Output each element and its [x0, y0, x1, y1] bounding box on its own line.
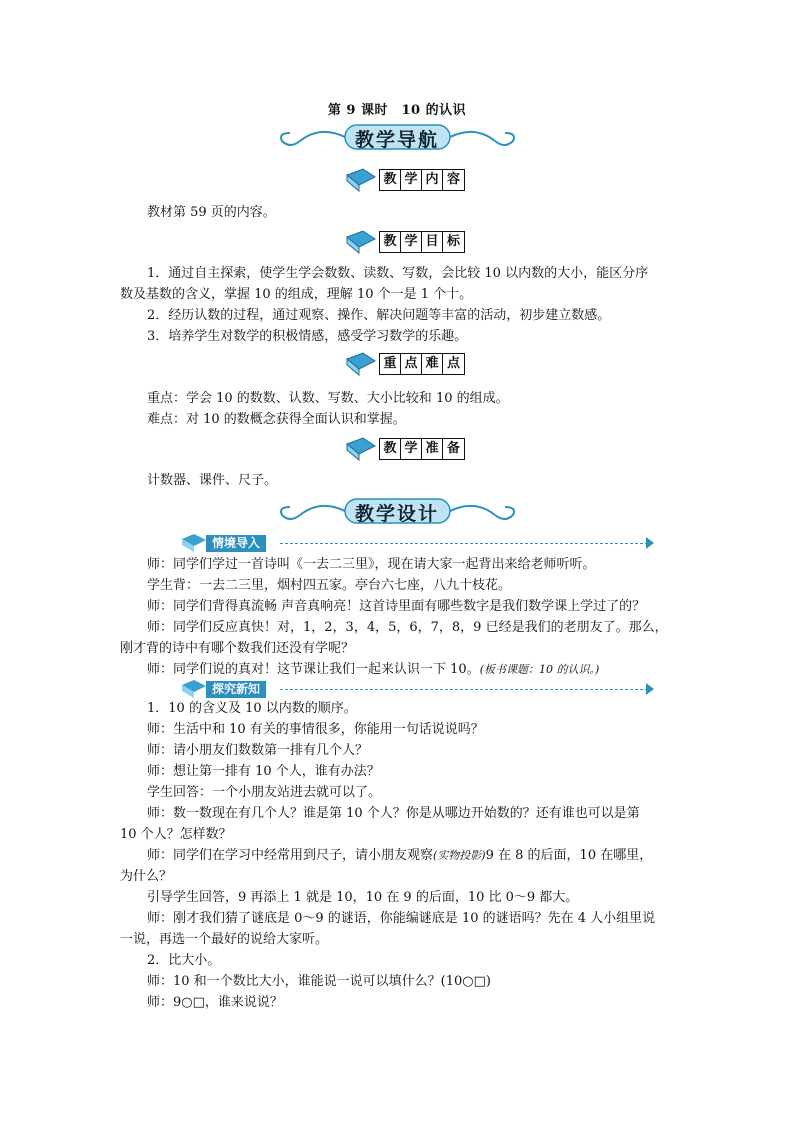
- section-box-goals: [379, 231, 465, 253]
- explore-line-6: 师：数一数现在有几个人？谁是第 10 个人？你是从哪边开始数的？还有谁也可以是第: [147, 806, 640, 821]
- prep-text: 计数器、课件、尺子。: [147, 473, 278, 488]
- book-icon: [180, 533, 208, 553]
- section-head-goals: [345, 229, 475, 255]
- section-char: 备: [446, 441, 460, 456]
- section-char: 教: [380, 232, 401, 252]
- section-head-content: [345, 167, 475, 193]
- section-char: 准: [422, 439, 443, 459]
- explore-line-8-a: 师：同学们在学习中经常用到尺子，请小朋友观察: [147, 848, 434, 863]
- key-point: 重点：学会 10 的数数、认数、写数、大小比较和 10 的组成。: [147, 391, 509, 406]
- goal-1b: 数及基数的含义，掌握 10 的组成，理解 10 个一是 1 个十。: [120, 287, 473, 302]
- goal-3: 3．培养学生对数学的积极情感，感受学习数学的乐趣。: [147, 329, 468, 344]
- intro-line-6: [147, 660, 599, 680]
- section-char: 标: [446, 234, 460, 249]
- arrow-right-icon: [646, 683, 654, 695]
- explore-line-8-note: (实物投影): [433, 849, 486, 862]
- goal-2: 2．经历认数的过程，通过观察、操作、解决问题等丰富的活动，初步建立数感。: [147, 308, 611, 323]
- explore-line-12: 一说，再选一个最好的说给大家听。: [120, 932, 329, 947]
- content-text: 教材第 59 页的内容。: [147, 205, 276, 220]
- explore-line-8: [147, 846, 652, 866]
- book-icon: [180, 679, 208, 699]
- banner-guide-text: 教学导航: [354, 129, 439, 151]
- intro-line-2: 学生背：一去二三里，烟村四五家。亭台六七座，八九十枝花。: [147, 578, 512, 593]
- section-head-prep: [345, 436, 475, 462]
- section-box-prep: [379, 438, 465, 460]
- explore-line-4: 师：想让第一排有 10 个人，谁有办法？: [147, 764, 380, 779]
- explore-line-7: 10 个人？怎样数？: [120, 827, 232, 842]
- tag-intro-label: 情境导入: [206, 535, 266, 552]
- explore-line-13: 2．比大小。: [147, 953, 221, 968]
- section-char: 学: [401, 232, 422, 252]
- intro-line-3: 师：同学们背得真流畅 声音真响亮！这首诗里面有哪些数字是我们数学课上学过了的？: [147, 599, 646, 614]
- section-char: 目: [422, 232, 443, 252]
- difficult-point: 难点：对 10 的数概念获得全面认识和掌握。: [147, 412, 406, 427]
- section-char: 学: [401, 170, 422, 190]
- tag-dashed-line: [280, 689, 648, 690]
- arrow-right-icon: [646, 537, 654, 549]
- explore-line-2: 师：生活中和 10 有关的事情很多，你能用一句话说说吗？: [147, 722, 484, 737]
- explore-line-11: 师：刚才我们猜了谜底是 0～9 的谜语，你能编谜底是 10 的谜语吗？先在 4 人小组里说: [147, 911, 656, 926]
- explore-line-14: 师：10 和一个数比大小，谁能说一说可以填什么？(10○□): [147, 974, 491, 989]
- book-icon: [345, 351, 377, 377]
- tag-dashed-line: [280, 543, 648, 544]
- section-char: 点: [446, 356, 460, 371]
- section-char: 点: [401, 354, 422, 374]
- lesson-title: 第 9 课时 10 的认识: [327, 103, 467, 118]
- book-icon: [345, 229, 377, 255]
- book-icon: [345, 436, 377, 462]
- explore-line-15: 师：9○□，谁来说说？: [147, 995, 283, 1010]
- section-char: 重: [380, 354, 401, 374]
- explore-line-8-b: 9 在 8 的后面，10 在哪里，: [485, 848, 653, 863]
- section-char: 教: [380, 439, 401, 459]
- section-char: 难: [422, 354, 443, 374]
- intro-line-6-note: (板书课题：10 的认识。): [479, 663, 600, 676]
- intro-line-5: 刚才背的诗中有哪个数我们还没有学呢？: [120, 641, 355, 656]
- explore-line-10: 引导学生回答，9 再添上 1 就是 10，10 在 9 的后面，10 比 0～9 都大。: [147, 890, 579, 905]
- section-char: 容: [446, 172, 460, 187]
- intro-line-1: 师：同学们学过一首诗叫《一去二三里》，现在请大家一起背出来给老师听听。: [147, 557, 596, 572]
- section-box-key: [379, 353, 465, 375]
- intro-line-4: 师：同学们反应真快！对，1，2，3，4，5，6，7，8，9 已经是我们的老朋友了。那么，: [147, 620, 668, 635]
- explore-line-1: 1．10 的含义及 10 以内数的顺序。: [147, 701, 357, 716]
- book-icon: [345, 167, 377, 193]
- section-char: 内: [422, 170, 443, 190]
- section-box-content: [379, 169, 465, 191]
- banner-design: [0, 495, 794, 527]
- section-head-key: [345, 351, 475, 377]
- tag-explore-label: 探究新知: [206, 681, 266, 698]
- goal-1a: 1．通过自主探索，使学生学会数数、读数、写数，会比较 10 以内数的大小，能区分序: [147, 266, 649, 281]
- explore-line-9: 为什么？: [120, 869, 173, 884]
- banner-guide: [0, 121, 794, 153]
- section-char: 学: [401, 439, 422, 459]
- explore-line-5: 学生回答：一个小朋友站进去就可以了。: [147, 785, 382, 800]
- section-char: 教: [380, 170, 401, 190]
- tag-explore: [180, 679, 660, 699]
- banner-design-text: 教学设计: [354, 503, 439, 525]
- explore-line-3: 师：请小朋友们数数第一排有几个人？: [147, 743, 369, 758]
- intro-line-6-text: 师：同学们说的真对！这节课让我们一起来认识一下 10。: [147, 662, 480, 677]
- tag-intro: [180, 533, 660, 553]
